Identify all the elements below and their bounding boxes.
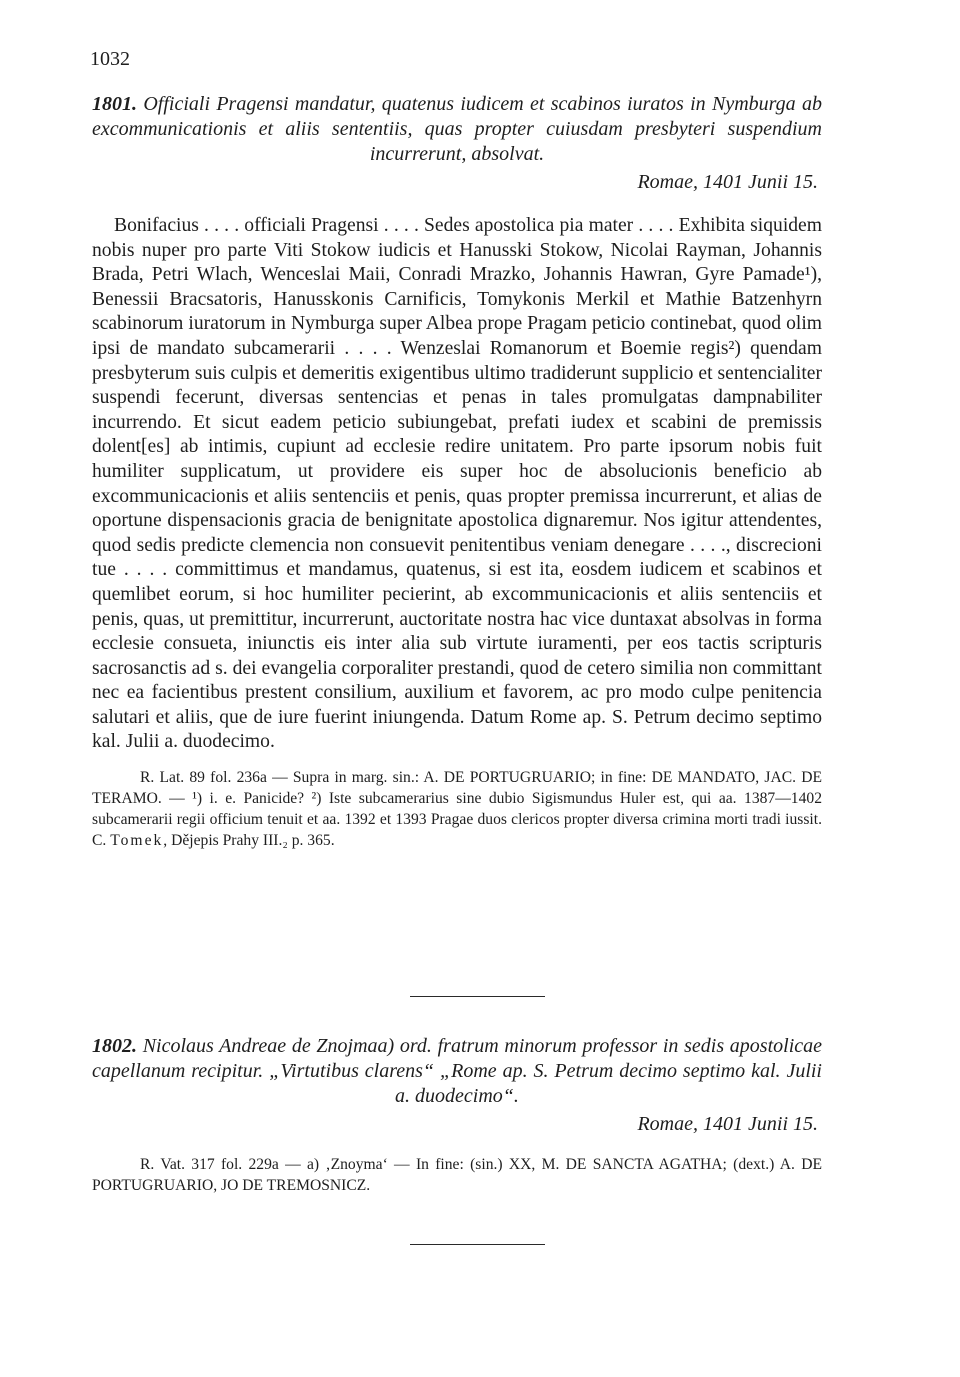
document-number: 1802.	[92, 1035, 137, 1057]
document-notes	[92, 1154, 822, 1196]
document-dateline: Romae, 1401 Junii 15.	[637, 1113, 818, 1135]
document-1802	[92, 1034, 822, 1196]
document-heading	[92, 1034, 822, 1109]
section-divider	[410, 996, 545, 997]
document-heading	[92, 92, 822, 167]
document-paragraph: Bonifacius . . . . officiali Pragensi . . . . Sedes apostolica pia mater . . . . Exhibita siquidem nobis nuper pro parte Viti Stokow iudicis et Hanusski Stokow, Nicolai Rayman, Johannis Brada, Petri Wlach, Wenceslai Maii, Conradi Mrazko, Johannis Hawran, Gyre Pamade¹), Benessii Bracsatoris, Hanusskonis Carnificis, Tomykonis Merkil et Mathie Batzenhyrn scabinorum iuratorum in Nymburga super Albea prope Pragam peticio continebat, quod olim ipsi de mandato subcamerarii . . . . Wenzeslai Romanorum et Boemie regis²) quendam presbyterum suis culpis et demeritis exigentibus ultimo tradiderunt supplicio et sentencialiter suspendi fecerunt, diversas sentencias et penas in tales promulgatas dampnabiliter incurrendo. Et sicut eadem peticio subiungebat, prefati iudex et scabini de premissis dolent[es] ab intimis, cupiunt ad ecclesie redire unitatem. Pro parte ipsorum nobis fuit humiliter supplicatum, ut providere eis super hoc de absolucionis beneficio ab excommunicacionis et aliis sentenciis et penis, quas propter premissa incurrerunt, et alias de oportune dispensacionis gracia de benignitate apostolica dignaremur. Nos igitur attendentes, quod sedis predicte clemencia non consuevit penitentibus veniam denegare . . . ., discrecioni tue . . . . committimus et mandamus, quatenus, si est ita, eosdem iudicem et scabinos et quemlibet eorum, si hoc humiliter pecierint, ab excommunicacionis et aliis sentenciis et penis, quas, ut premittitur, incurrerunt, auctoritate nostra hac vice duntaxat absolvas in forma ecclesie consueta, iniunctis eis inter alia sub virtute iuramenti, per eos tactis scripturis sacrosanctis ad s. dei evangelia corporaliter prestandi, quod de cetero similia non committant nec ea facientibus prestent consilium, auxilium et favorem, ac pro modo culpe penitencia salutari et aliis, que de iure fuerint iniungenda. Datum Rome ap. S. Petrum decimo septimo kal. Julii a. duodecimo.	[92, 215, 822, 753]
document-1801	[92, 92, 822, 851]
document-summary: Nicolaus Andreae de Znojmaa) ord. fratrum minorum professor in sedis apostolicae capellanum recipitur. „Virtutibus clarens“ „Rome ap. S. Petrum decimo septimo kal. Julii a. duodecimo“.	[92, 1035, 823, 1107]
notes-text: R. Lat. 89 fol. 236a — Supra in marg. sin.: A. DE PORTUGRUARIO; in fine: DE MANDATO, JAC. DE TERAMO. — ¹) i. e. Panicide? ²) Iste subcamerarius sine dubio Sigismundus Huler est, qui aa. 1387—1402 subcamerarii regii officium tenuit et aa. 1392 et 1393 Pragae duos clericos propter diversa crimina morti tradi iussit. C.	[92, 769, 822, 850]
end-divider	[410, 1244, 545, 1245]
document-number: 1801.	[92, 93, 137, 115]
page-number: 1032	[90, 48, 130, 70]
document-notes	[92, 767, 822, 851]
notes-text: R. Vat. 317 fol. 229a — a) ‚Znoyma‘ — In fine: (sin.) XX, M. DE SANCTA AGATHA; (dext.) A. DE PORTUGRUARIO, JO DE TREMOSNICZ.	[92, 1156, 822, 1194]
notes-author: Tomek	[110, 832, 164, 850]
document-summary: Officiali Pragensi mandatur, quatenus iudicem et scabinos iuratos in Nymburga ab excommunicationis et aliis sententiis, quas propter cuiusdam presbyteri suspendium incurrerunt, absolvat.	[92, 93, 823, 165]
document-dateline: Romae, 1401 Junii 15.	[637, 171, 818, 193]
notes-citation: , Dějepis Prahy III.₂ p. 365.	[163, 832, 335, 850]
document-text	[92, 214, 822, 755]
